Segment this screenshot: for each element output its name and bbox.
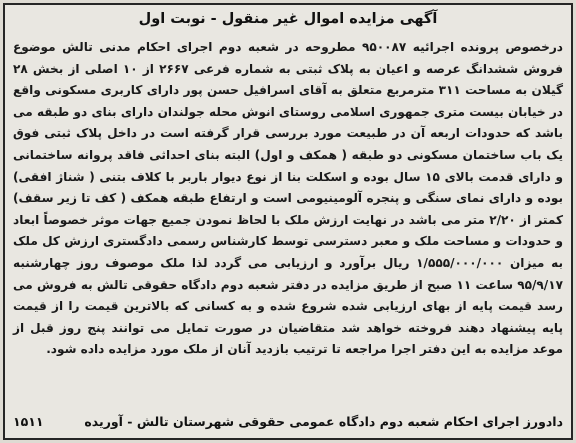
signature-line: دادورز اجرای احکام شعبه دوم دادگاه عمومی حقوقی شهرستان تالش - آوریده <box>84 413 563 429</box>
notice-footer <box>13 410 563 432</box>
notice-body: درخصوص پرونده اجرائیه ۹۵۰۰۸۷ مطروحه در شعبه دوم اجرای احکام مدنی تالش موضوع فروش ششدانگ عرصه و اعیان به پلاک ثبتی به شماره فرعی ۲۶۶۷ از ۱۰ اصلی از بخش ۲۸ گیلان به مساحت ۳۱۱ مترمربع متعلق به آقای اسرافیل حسن پور دارای کاربری مسکونی واقع در خیابان بیست متری جمهوری اسلامی روستای انوش محله جولندان دارای بنای دو طبقه می باشد که حدودات اربعه آن در طبیعت مورد بررسی قرار گرفته است در داخل پلاک ثبتی فوق یک باب ساختمان مسکونی دو طبقه ( همکف و اول) البته بنای احداثی فاقد پروانه ساختمانی و دارای قدمت بالای ۱۵ سال بوده و اسکلت بنا از نوع دیوار باربر با کلاف بتنی ( شناژ افقی) بوده و دارای نمای سنگی و پنجره آلومینیومی است و ارتفاع طبقه همکف ( کف تا زیر سقف) کمتر از ۲/۲۰ متر می باشد در نهایت ارزش ملک با لحاظ نمودن جمیع جهات موثر خصوصاً ابعاد و حدودات و مساحت ملک و معبر دسترسی توسط کارشناس رسمی دادگستری ارزش کل ملک به میزان ۱/۵۵۵/۰۰۰/۰۰۰ ریال برآورد و ارزیابی می گردد لذا ملک موصوف روز چهارشنبه ۹۵/۹/۱۷ ساعت ۱۱ صبح از طریق مزایده در دفتر شعبه دوم دادگاه حقوقی تالش به فروش می رسد قیمت پایه از بهای ارزیابی شده شروع شده و به کسانی که بالاترین قیمت را از قیمت پایه پیشنهاد دهند فروخته خواهد شد متقاضیان در صورت تمایل می توانند پنج روز قبل از موعد مزایده به این دفتر اجرا مراجعه تا ترتیب بازدید آنان از ملک مورد مزایده داده شود. <box>13 40 564 357</box>
auction-notice <box>3 3 573 440</box>
notice-title: آگهی مزایده اموال غیر منقول - نوبت اول <box>138 11 438 27</box>
notice-code: ۱۵۱۱ <box>13 413 44 429</box>
